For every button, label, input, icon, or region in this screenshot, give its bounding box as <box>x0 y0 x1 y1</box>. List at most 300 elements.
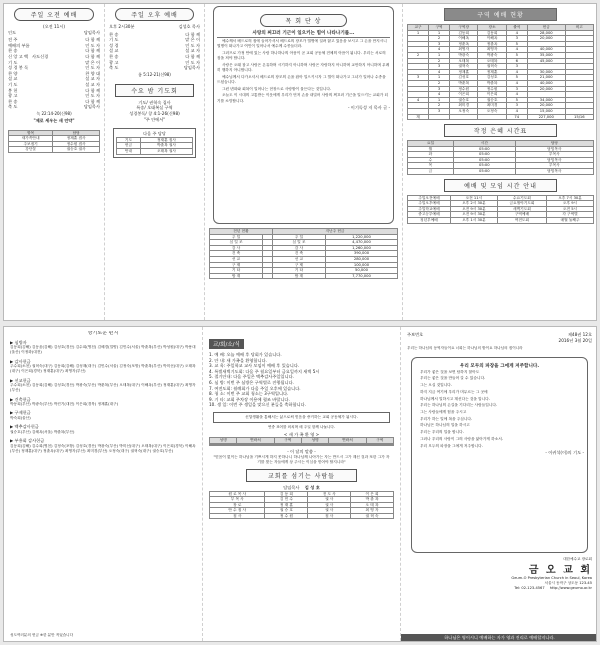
district-header: 출석 <box>506 25 527 31</box>
morning-prayer-title: 작정 은혜 시간표 <box>444 124 556 137</box>
staff-cell: 정 재 훈 <box>265 502 308 508</box>
afternoon-order-item-person: 맡 은 이 <box>185 37 200 43</box>
district-cell: 오태복 <box>450 58 478 64</box>
news-section-head: ▶ 건축헌금 <box>10 396 31 402</box>
news-section <box>10 424 196 435</box>
district-cell <box>450 114 478 120</box>
district-cell: 오정숙 <box>478 108 506 114</box>
district-cell: 5 <box>506 75 527 81</box>
district-cell: 정수원 <box>478 86 506 92</box>
morning-prayer-cell: 05:00 <box>453 169 515 175</box>
afternoon-leader: 김성호 목사 <box>178 24 200 29</box>
news-section <box>10 397 196 408</box>
church-name: 금 오 교 회 <box>528 565 592 577</box>
budget-cell: 합 계 <box>272 273 325 279</box>
schedule-cell: 오후 2시 30분 <box>450 201 497 207</box>
district-cell: 5 <box>506 97 527 103</box>
district-cell: 1 <box>429 97 450 103</box>
morning-prayer-cell: 월 <box>408 146 454 152</box>
budget-table <box>209 228 398 279</box>
district-cell: 21,000 <box>527 75 565 81</box>
district-cell: 권승호 <box>450 97 478 103</box>
budget-cell: 십 일 조 <box>272 240 325 246</box>
cover-poem-line: 그러나 우리의 사랑이 그의 사랑을 닮아가게 하소서. <box>420 436 504 441</box>
schedule-cell: 오전 11시 <box>450 195 497 201</box>
schedule-cell: 주일학교예배 <box>408 206 451 212</box>
cover-poem-line: 우리가 좋은 것을 보면 탐하지 않아도 <box>420 369 480 374</box>
next-week-cell: 오태복 권사 <box>140 148 192 154</box>
district-cell: 4 <box>429 92 450 98</box>
announcement-item: 8. 청 소: 이번 주 교회 청소는 3구역입니다. <box>209 391 289 397</box>
morning-order-item-label: 기 도 <box>8 81 18 87</box>
offering-cell: 강단꽃 <box>9 147 53 153</box>
wednesday-prayer-details <box>109 100 200 122</box>
district-cell: 3 <box>506 36 527 42</box>
district-cell: 2 <box>429 103 450 109</box>
morning-order-item-person: 맡 은 이 <box>85 59 100 65</box>
staff-cell: 김 민 수 <box>265 497 308 503</box>
district-cell: 227,000 <box>527 114 565 120</box>
budget-cell: 기 타 <box>210 268 263 274</box>
church-website-link[interactable]: http://www.geumo.or.kr <box>549 585 592 590</box>
afternoon-order-list <box>109 32 200 71</box>
pastoral-paragraph: 사랑은 오래 참고 사랑은 온유하며 시기하지 아니하며 사랑은 자랑하지 아니하며 교만하지 아니하며 무례히 행하지 아니합니다. <box>217 62 390 73</box>
morning-prayer-header: 요일 <box>408 141 454 147</box>
leader-label: 인도 <box>8 29 17 35</box>
morning-order-item-person: 다 함 께 <box>85 48 100 54</box>
district-header: 교구 <box>408 25 429 31</box>
district-cell: 20,000 <box>527 86 565 92</box>
district-cell: 40,000 <box>527 80 565 86</box>
wednesday-prayer-line: 기도/ 권혁숙 집사 <box>138 99 171 105</box>
schedule-cell: 수요기도회 <box>497 195 546 201</box>
news-title: 향기로운 편지 <box>87 331 119 336</box>
budget-right-title: 지난주 헌금 <box>272 229 397 235</box>
issue-label: 주보번호 <box>407 332 424 337</box>
district-cell: 오태복 <box>478 58 506 64</box>
schedule-cell: 구역예배 <box>497 212 546 218</box>
district-cell: 3 <box>429 108 450 114</box>
staff-cell: 권 승 호 <box>265 508 308 514</box>
morning-order-item-person: 담임목사 <box>83 104 100 110</box>
budget-cell: 합 계 <box>210 273 263 279</box>
budget-cell: 감 사 <box>210 245 263 251</box>
budget-cell: 4,470,000 <box>325 240 397 246</box>
district-cell: 최영자 <box>450 47 478 53</box>
morning-order-item-label: 전 주 <box>8 37 18 43</box>
new-member-header: 구역 <box>274 438 301 444</box>
announcement-item: 3. 교 육: 주일학교 교사 모임이 예배 후 있습니다. <box>209 363 300 369</box>
district-cell: 2 <box>429 80 450 86</box>
schedule-cell: 매월 둘째주 <box>547 218 594 224</box>
schedule-title: 예배 및 모임 시간 안내 <box>444 179 556 192</box>
district-cell: 4 <box>506 69 527 75</box>
district-cell: 15/16 <box>565 114 593 120</box>
news-section <box>10 438 196 454</box>
district-cell: 김동희 <box>450 30 478 36</box>
schedule-cell: 금요철야기도회 <box>497 201 546 207</box>
budget-left-title: 전년 현황 <box>210 229 273 235</box>
district-cell: 4 <box>506 108 527 114</box>
afternoon-order-item-label: 설 교 <box>109 48 119 54</box>
schedule-cell: 오후 1시 30분 <box>450 218 497 224</box>
district-cell: 28,000 <box>527 30 565 36</box>
morning-prayer-cell: 금 <box>408 169 454 175</box>
district-cell: 20,000 <box>527 36 565 42</box>
news-section-body: 김동희(김해) 김수희(영천) 김정숙(포항) 김성호(경산) 박광숙(부산) 박미선(대구) 오태복(대구) 이은희(경북) 이해옥(부산) 정재훈(대구) 정춘옥(대구) 최영자(부산) 최미경(부산) 오정숙(대구) 권혁숙(대구) 권승호(부산) <box>10 443 196 453</box>
district-cell: 6 <box>506 58 527 64</box>
announcement-item: 4. 특별새벽기도회: 다음 주 월요일부터 금요일까지 새벽 5시 <box>209 368 320 374</box>
district-cell: 1 <box>429 75 450 81</box>
district-cell: 1 <box>429 30 450 36</box>
news-section <box>10 410 196 421</box>
cover-poem <box>415 370 584 450</box>
news-section-head: ▶ 부흥회 감사헌금 <box>10 437 45 443</box>
afternoon-worship-column <box>104 4 204 320</box>
morning-order-item-label: 신 앙 고 백 <box>8 53 29 59</box>
offering-duty-table <box>8 130 100 153</box>
new-member-header: 구역 <box>366 438 394 444</box>
schedule-cell: 오전 5시 <box>547 206 594 212</box>
news-section-head: ▶ 맥추감사헌금 <box>10 424 39 430</box>
district-cell: 4 <box>506 92 527 98</box>
budget-cell: 십 일 조 <box>210 240 263 246</box>
staff-cell: 장 로 <box>210 502 265 508</box>
monthly-verse: "믿음이 없이는 하나님을 기쁘시게 하지 못하나니 하나님께 나아가는 자는 반드시 그가 계신 것과 또한 그가 자기를 찾는 자들에게 상 주시는 이심을 믿어야 할지니라" <box>213 454 390 464</box>
district-cell: 최미경 <box>478 103 506 109</box>
district-header: 비고 <box>565 25 593 31</box>
district-cell: 15,000 <box>527 108 565 114</box>
district-cell: 35,000 <box>527 52 565 58</box>
schedule-cell: 주일오후예배 <box>408 201 451 207</box>
next-week-box <box>113 128 196 157</box>
district-cell: 김성호 <box>478 75 506 81</box>
pastoral-column <box>204 4 402 320</box>
district-cell: 이은희 <box>478 92 506 98</box>
cover-poem-line: 하나님은 하나님의 일을 하시고 <box>420 423 470 428</box>
announcements-title: 교/회/소/식 <box>209 339 244 349</box>
district-cell: 김동희 <box>478 30 506 36</box>
offering-header: 담당 <box>53 130 100 136</box>
staff-cell: 집 사 <box>210 513 265 519</box>
announcement-item: 9. 기 타: 교회 주차장 이용에 협조 바랍니다. <box>209 396 290 402</box>
church-address: 서울시 동작구 상도동 123-45 <box>544 580 592 585</box>
budget-row <box>210 273 398 279</box>
morning-order-item-label: 예배의 부름 <box>8 42 30 48</box>
cover-poem-line: 우리는 우리의 일을 합니다. <box>420 430 464 435</box>
budget-cell: 건 축 <box>272 251 325 257</box>
announcement-list <box>209 352 394 408</box>
staff-cell: 최 영 자 <box>351 508 394 514</box>
cover-poem-line: 하나님께서 일하시고 계신다는 것을 압니다. <box>420 396 490 401</box>
new-member-table <box>209 437 394 446</box>
staff-cell: 부 목 사 <box>210 497 265 503</box>
campaign-line: 신앙생활을 통해서는 삶으로써 믿음을 증거하는 교회 공동체가 됩시다. <box>245 414 358 419</box>
budget-cell: 100,000 <box>325 262 397 268</box>
bulletin-outer-sheet <box>3 326 597 642</box>
cover-poem-line: 우리는 하나님의 손길을 기다리는 사람들입니다. <box>420 403 498 408</box>
district-cell: 1 <box>429 52 450 58</box>
morning-order-item-value: 사도신경 <box>32 53 49 59</box>
budget-cell: 건 축 <box>210 251 263 257</box>
morning-order-item-person: 다 함 께 <box>85 53 100 59</box>
morning-order-item-label: 찬 양 <box>8 70 18 76</box>
news-section <box>10 340 196 356</box>
schedule-table <box>407 195 594 224</box>
pastoral-paragraph: 오늘도 이 시대의 고통받는 이웃에게 우리가 먼저 손을 내밀어 사랑의 찌끄러 기근을 일으키는 교회가 되기를 소망합니다. <box>217 93 389 103</box>
cover-poem-sign: - 이귀석(이)의 기도 - <box>545 450 584 456</box>
announcement-item: 2. 안 내: 새 가족을 환영합니다. <box>209 357 267 363</box>
district-cell: 이해옥 <box>450 36 478 42</box>
staff-cell: 오 태 복 <box>351 502 394 508</box>
district-cell: 권혁숙 <box>450 64 478 70</box>
church-phone: Tel: 02-123-4567 <box>514 585 545 590</box>
district-cell: 박광숙 <box>478 52 506 58</box>
budget-cell: 1,220,000 <box>325 234 397 240</box>
staff-cell: 김 동 희 <box>265 491 308 497</box>
new-member-cell <box>274 444 301 445</box>
morning-prayer-cell: 05:00 <box>453 157 515 163</box>
new-member-header: 연락처 <box>329 438 366 444</box>
schedule-cell: 주일오전예배 <box>408 195 451 201</box>
cover-poem-title: 우리 모두의 파장을 그에게 저주합니다. <box>459 363 540 369</box>
wednesday-prayer-line: "주 안에서" <box>143 116 166 122</box>
morning-prayer-cell: 담임목사 <box>515 157 593 163</box>
cover-poem-box <box>411 357 588 553</box>
morning-order-item-person: 다 함 께 <box>85 37 100 43</box>
news-section-head: ▶ 구제헌금 <box>10 410 31 416</box>
announcement-item: 7. 여전도회: 월례회가 다음 주일 오후에 있습니다. <box>209 385 301 391</box>
announcement-item: 10. 생 일: 이번 주 생일을 맞으신 분들을 축하합니다. <box>209 402 306 408</box>
afternoon-order-item-label: 찬 송 <box>109 53 119 59</box>
afternoon-order-row <box>109 65 200 71</box>
schedule-row <box>408 218 594 224</box>
staff-table <box>209 491 394 520</box>
morning-prayer-cell: 목 <box>408 163 454 169</box>
pastoral-headline: 사랑의 찌끄러 기근이 일으키는 힘이 나타나기를... <box>217 30 390 38</box>
news-section <box>10 359 196 375</box>
district-header: 구역 <box>429 25 450 31</box>
morning-order-item-person: 설 교 자 <box>85 81 100 87</box>
staff-cell: 권 혁 숙 <box>351 513 394 519</box>
afternoon-order-item-label: 성 경 <box>109 42 119 48</box>
district-cell: 4 <box>506 47 527 53</box>
district-column <box>402 4 597 320</box>
cover-poem-line: 하지 지금 여기에 우리가 머무르는 그 곳에 <box>420 389 488 394</box>
afternoon-order-item-person: 다 함 께 <box>185 31 200 37</box>
morning-order-item-label: 광 고 <box>8 93 18 99</box>
district-cell: 최영자 <box>478 47 506 53</box>
morning-prayer-cell: 05:00 <box>453 152 515 158</box>
morning-verse-ref: 눅 22:14-20(신98) <box>36 110 72 116</box>
wednesday-prayer-line: 성경봉독/ 창 4:1-26(신98) <box>129 110 180 116</box>
afternoon-worship-title: 주일 오후 예배 <box>115 8 193 21</box>
news-section <box>10 378 196 394</box>
district-cell: 이은희 <box>450 92 478 98</box>
morning-order-item-person: 찬 양 대 <box>85 70 100 76</box>
district-cell: 30,000 <box>527 69 565 75</box>
announcement-item: 6. 심 방: 이번 주 심방은 구역별로 진행됩니다. <box>209 379 294 385</box>
morning-order-item-person: 인 도 자 <box>85 65 100 71</box>
pastoral-paragraph: 그러므로 가정 안에 있는 사람 하나하나의 아픔이 곧 교회 공동체 전체의 아픔이 됩니다. 우리는 서로의 짐을 져야 합니다. <box>217 50 386 61</box>
bulletin-inner-sheet <box>3 3 597 321</box>
new-member-cell <box>301 444 328 445</box>
afternoon-order-item-person: 설 교 자 <box>185 48 200 54</box>
budget-cell: 50,000 <box>325 268 397 274</box>
next-week-cell: 정재훈 집사 <box>140 137 192 143</box>
next-week-row <box>117 148 193 154</box>
news-section-head: ▶ 심방자 <box>10 339 27 345</box>
next-week-title: 다음 주 담당 <box>143 131 166 137</box>
offering-cell: 새가족안내 <box>9 136 53 142</box>
district-cell: 74 <box>506 114 527 120</box>
morning-prayer-cell: 부목사 <box>515 152 593 158</box>
morning-order-item-label: 기 도 <box>8 59 18 65</box>
staff-cell: 집 사 <box>308 513 351 519</box>
monthly-verse-title: - 이 달의 말씀 - <box>287 448 316 454</box>
pastoral-box <box>213 6 394 224</box>
budget-cell: 주 일 <box>272 234 325 240</box>
district-cell: 3 <box>429 41 450 47</box>
issue-date: 2016년 3월 20일 <box>558 337 592 343</box>
next-week-cell: 안내 <box>117 148 141 154</box>
offering-row <box>9 147 100 153</box>
morning-prayer-row <box>408 169 594 175</box>
district-cell: 정재훈 <box>450 69 478 75</box>
district-cell: 정춘옥 <box>450 41 478 47</box>
staff-cell: 원 로 목 사 <box>210 491 265 497</box>
announcements-column <box>202 327 400 641</box>
schedule-cell: 중고등부예배 <box>408 212 451 218</box>
district-cell: 3 <box>408 75 429 81</box>
budget-cell: 280,000 <box>325 256 397 262</box>
offering-cell: 주보접기 <box>9 141 53 147</box>
afternoon-order-item-person: 다 함 께 <box>185 53 200 59</box>
district-cell: 최미경 <box>450 103 478 109</box>
district-cell: 4 <box>506 80 527 86</box>
staff-cell: 권 사 <box>308 508 351 514</box>
new-member-header: 성명 <box>301 438 328 444</box>
district-cell: 3 <box>506 86 527 92</box>
district-cell: 4 <box>506 30 527 36</box>
pastor-name: 김 성 호 <box>304 484 320 490</box>
schedule-cell: 새벽기도회 <box>497 206 546 212</box>
offering-cell: 정재훈 집사 <box>53 136 100 142</box>
schedule-cell: 오전 9시 30분 <box>450 212 497 218</box>
district-cell: 4 <box>429 69 450 75</box>
news-section-head: ▶ 선교헌금 <box>10 377 31 383</box>
budget-cell: 기 타 <box>272 268 325 274</box>
district-cell: 5 <box>506 41 527 47</box>
district-cell: 3 <box>506 64 527 70</box>
afternoon-time-label: 오후 2시30분 <box>109 24 135 29</box>
new-member-row <box>210 444 394 445</box>
morning-time-label: (오전 11시) <box>42 24 66 29</box>
cover-epigraph: 우리는 하나님의 동역자들이요 너희는 하나님의 밭이요 하나님의 집이니라 <box>407 346 523 351</box>
district-cell: 4 <box>408 97 429 103</box>
district-cell: 40,000 <box>527 47 565 53</box>
budget-cell: 구 제 <box>272 262 325 268</box>
wednesday-prayer-title: 수요 밤 기도회 <box>115 84 193 97</box>
wednesday-prayer-line: 특송/ 오태복실 구역 <box>136 105 173 111</box>
news-column <box>4 327 202 641</box>
afternoon-order-item-label: 찬 송 <box>109 31 119 37</box>
afternoon-order-item-label: 기 도 <box>109 37 119 43</box>
announcement-item: 5. 절기안내: 다음 주일은 맥추감사주일입니다. <box>209 374 294 380</box>
budget-cell: 1,260,000 <box>325 245 397 251</box>
news-sections <box>10 340 196 454</box>
afternoon-order-item-label: 광 고 <box>109 59 119 65</box>
news-section-body: 김동희(김해) 김동윤(김해) 김성호(경산) 김수희(영천) 김혜경(밀양) 김민수(서울) 박춘복(부산) 박성원(대구) 박용대(울산) 이정화(대전) <box>10 345 196 355</box>
offering-cell: 권승호 권사 <box>53 147 100 153</box>
morning-prayer-cell: 부목사 <box>515 163 593 169</box>
district-cell: 45,000 <box>527 58 565 64</box>
morning-order-item-person: 다 함 께 <box>85 98 100 104</box>
campaign-footer: 연중 표어를 외치며 매 주일 함께 나눕니다. <box>267 425 335 430</box>
district-cell: 3 <box>429 64 450 70</box>
new-member-cell <box>210 444 237 445</box>
schedule-cell: 여전도회 <box>497 218 546 224</box>
news-section-body: 박숙희(울산) <box>10 415 31 420</box>
afternoon-order-item-person: 담임목사 <box>183 65 200 71</box>
afternoon-order-item-person: 인 도 자 <box>185 59 200 65</box>
news-section-body: 주수희(소천) 김동희(김해) 김성호(경산) 박광숙(부산) 박춘복(부산) 오태복(대구) 이해옥(부산) 정재훈(대구) 최영자(부산) <box>10 383 196 393</box>
schedule-cell: 오후 9시 <box>547 201 594 207</box>
district-cell: 계 <box>408 114 429 120</box>
new-member-cell <box>366 444 394 445</box>
budget-row <box>210 240 398 246</box>
morning-order-item-label: 봉 헌 <box>8 87 18 93</box>
district-cell: 이해옥 <box>478 36 506 42</box>
schedule-cell: 오전 9시 30분 <box>450 206 497 212</box>
morning-worship-column <box>4 4 104 320</box>
offering-header: 항목 <box>9 130 53 136</box>
district-cell: 4 <box>429 47 450 53</box>
staff-cell: 박 춘 복 <box>351 497 394 503</box>
morning-prayer-header: 담당 <box>515 141 593 147</box>
district-cell: 3 <box>429 86 450 92</box>
morning-order-item-person: 인 도 자 <box>85 42 100 48</box>
district-cell: 박춘복 <box>478 80 506 86</box>
budget-cell: 선 교 <box>210 256 263 262</box>
district-cell: 2 <box>429 36 450 42</box>
afternoon-order-item-label: 축 도 <box>109 65 119 71</box>
budget-cell: 구 제 <box>210 262 263 268</box>
district-cell: 정재훈 <box>478 69 506 75</box>
staff-cell: 안 수 집 사 <box>210 508 265 514</box>
morning-order-item-label: 성 경 봉 독 <box>8 65 29 71</box>
campaign-box <box>213 412 390 423</box>
cover-poem-line: 우리는 좋은 것을 만들어 갈 수 있습니다. <box>420 376 486 381</box>
morning-prayer-cell: 담임목사 <box>515 169 593 175</box>
news-footer-note: 성도여러분의 헌금 ※한 분만 적었습니다 <box>10 633 74 638</box>
morning-prayer-cell: 05:00 <box>453 146 515 152</box>
district-cell: 34,000 <box>527 97 565 103</box>
staff-cell: 이 은 희 <box>351 491 394 497</box>
district-header: 구역장 <box>450 25 478 31</box>
morning-order-item-person: 다 함 께 <box>85 87 100 93</box>
pastor-label: 담임목사 <box>283 484 300 490</box>
budget-cell: 390,000 <box>325 251 397 257</box>
cover-poem-line: 그는 사람들에게 힘을 주시고 <box>420 410 467 414</box>
event-title: < 새 가 족 환 영 > <box>283 431 320 437</box>
morning-prayer-header: 시간 <box>453 141 515 147</box>
budget-cell: 주 일 <box>210 234 263 240</box>
district-cell: 3 <box>506 103 527 109</box>
issue-number: 제48권 12호 <box>567 332 592 337</box>
budget-cell: 7,770,000 <box>325 273 397 279</box>
pastoral-text <box>217 39 390 105</box>
